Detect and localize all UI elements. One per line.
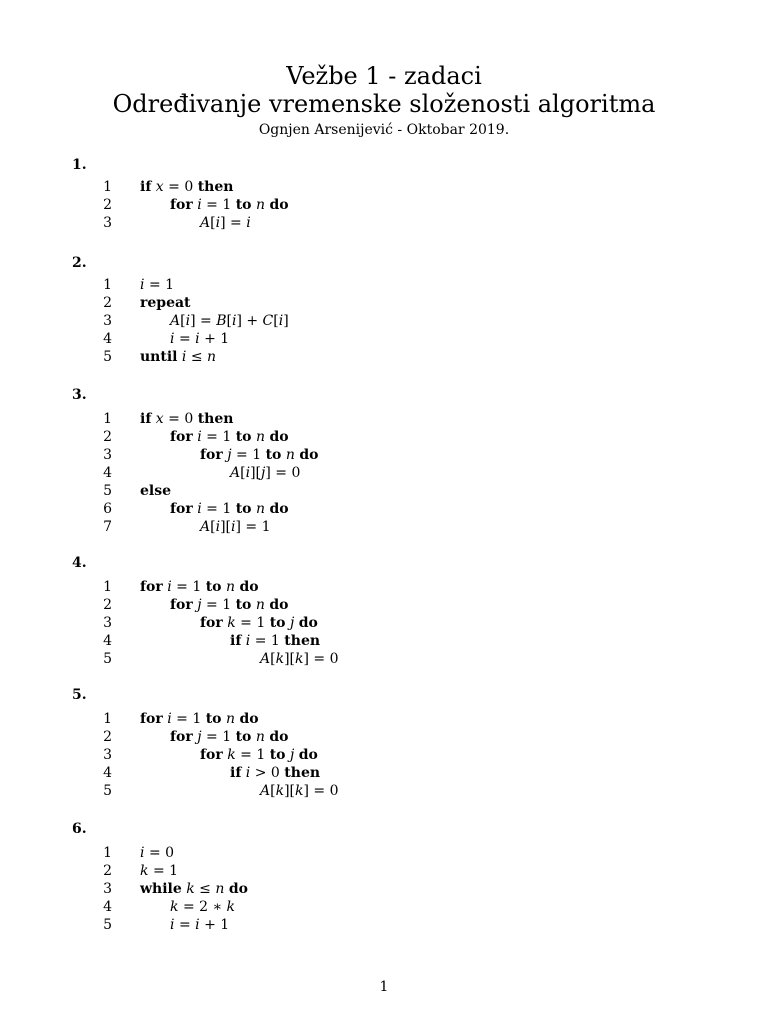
line-number: 5 — [103, 917, 112, 933]
code-text: A[i][j] = 0 — [230, 465, 301, 481]
code-text: if x = 0 then — [140, 411, 234, 427]
code-text: if i > 0 then — [230, 765, 321, 781]
line-number: 4 — [103, 633, 112, 649]
line-number: 1 — [103, 179, 112, 195]
document-subtitle: Određivanje vremenske složenosti algoritma — [112, 90, 656, 118]
code-text: for j = 1 to n do — [170, 597, 289, 613]
line-number: 4 — [103, 331, 112, 347]
author-date-line: Ognjen Arsenijević - Oktobar 2019. — [258, 122, 510, 138]
code-text: for k = 1 to j do — [200, 615, 318, 631]
line-number: 5 — [103, 483, 112, 499]
code-text: i = i + 1 — [170, 331, 230, 347]
line-number: 1 — [103, 579, 112, 595]
line-number: 2 — [103, 863, 112, 879]
problem-number: 2. — [72, 255, 87, 271]
code-text: i = 1 — [140, 277, 175, 293]
line-number: 2 — [103, 597, 112, 613]
line-number: 2 — [103, 429, 112, 445]
code-text: repeat — [140, 295, 191, 311]
line-number: 3 — [103, 215, 112, 231]
line-number: 3 — [103, 881, 112, 897]
problem-number: 3. — [72, 387, 87, 403]
line-number: 3 — [103, 615, 112, 631]
code-text: k = 1 — [140, 863, 179, 879]
line-number: 5 — [103, 651, 112, 667]
code-text: A[i] = B[i] + C[i] — [170, 313, 289, 329]
code-text: A[k][k] = 0 — [260, 783, 339, 799]
code-text: if i = 1 then — [230, 633, 321, 649]
code-text: for i = 1 to n do — [140, 711, 259, 727]
problem-number: 5. — [72, 687, 87, 703]
line-number: 5 — [103, 349, 112, 365]
code-text: A[i] = i — [200, 215, 251, 231]
code-text: i = i + 1 — [170, 917, 230, 933]
code-text: A[k][k] = 0 — [260, 651, 339, 667]
code-text: else — [140, 483, 172, 499]
line-number: 1 — [103, 411, 112, 427]
line-number: 1 — [103, 277, 112, 293]
code-text: for k = 1 to j do — [200, 747, 318, 763]
line-number: 5 — [103, 783, 112, 799]
line-number: 4 — [103, 465, 112, 481]
line-number: 7 — [103, 519, 112, 535]
code-text: while k ≤ n do — [140, 881, 248, 897]
code-text: for j = 1 to n do — [170, 729, 289, 745]
code-text: A[i][i] = 1 — [200, 519, 271, 535]
code-text: if x = 0 then — [140, 179, 234, 195]
line-number: 1 — [103, 845, 112, 861]
line-number: 3 — [103, 313, 112, 329]
line-number: 1 — [103, 711, 112, 727]
line-number: 6 — [103, 501, 112, 517]
problem-number: 1. — [72, 157, 87, 173]
line-number: 2 — [103, 295, 112, 311]
line-number: 3 — [103, 447, 112, 463]
code-text: for i = 1 to n do — [170, 197, 289, 213]
code-text: for j = 1 to n do — [200, 447, 319, 463]
problem-number: 6. — [72, 821, 87, 837]
line-number: 4 — [103, 765, 112, 781]
line-number: 3 — [103, 747, 112, 763]
problem-number: 4. — [72, 555, 87, 571]
code-text: i = 0 — [140, 845, 175, 861]
code-text: for i = 1 to n do — [140, 579, 259, 595]
code-text: for i = 1 to n do — [170, 429, 289, 445]
line-number: 2 — [103, 729, 112, 745]
code-text: k = 2 ∗ k — [170, 899, 235, 915]
document-title: Vežbe 1 - zadaci — [286, 62, 482, 90]
line-number: 2 — [103, 197, 112, 213]
code-text: for i = 1 to n do — [170, 501, 289, 517]
page-number: 1 — [379, 979, 389, 995]
line-number: 4 — [103, 899, 112, 915]
code-text: until i ≤ n — [140, 349, 217, 365]
